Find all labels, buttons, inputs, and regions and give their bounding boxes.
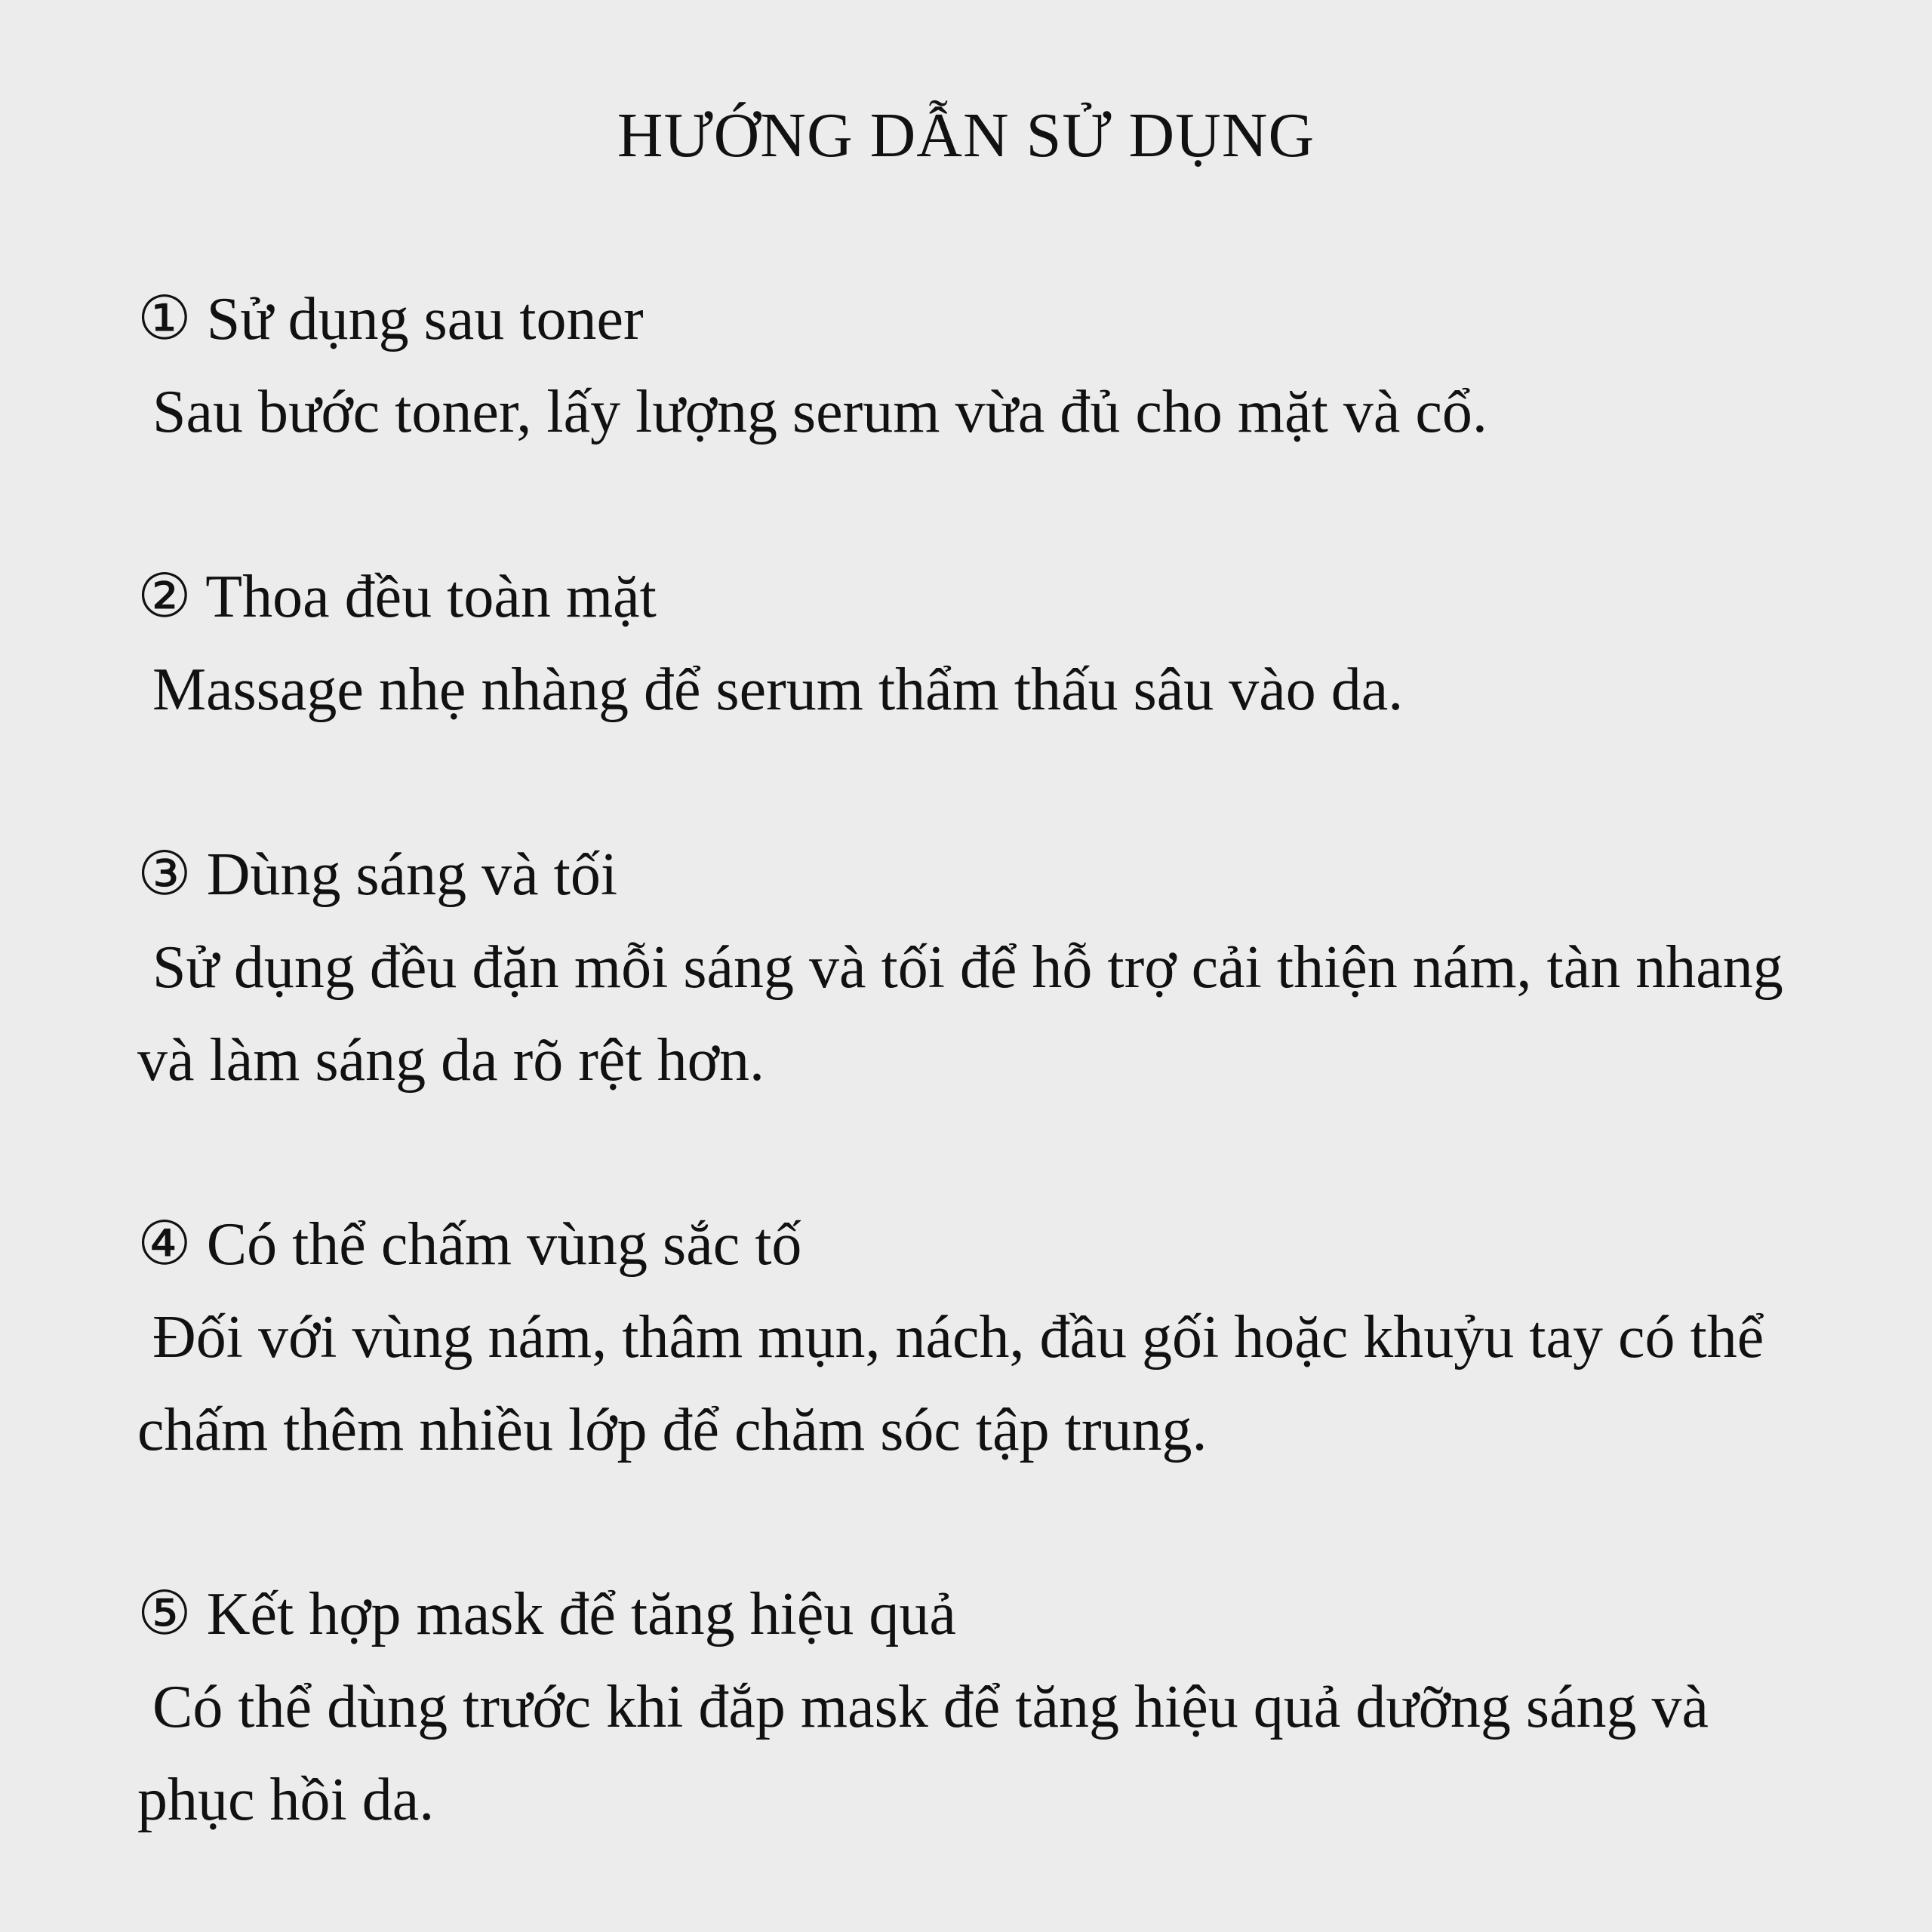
step-1-heading: ① Sử dụng sau toner	[137, 286, 644, 352]
step-3-heading: ③ Dùng sáng và tối	[137, 841, 618, 908]
instruction-step-1	[137, 273, 1828, 459]
instruction-step-4	[137, 1198, 1828, 1477]
step-1-description: Sau bước toner, lấy lượng serum vừa đủ cho mặt và cổ.	[137, 379, 1487, 445]
step-2-heading: ② Thoa đều toàn mặt	[137, 564, 657, 630]
step-5-description: Có thể dùng trước khi đắp mask để tăng hiệu quả dưỡng sáng và phục hồi da.	[137, 1674, 1724, 1833]
step-3-description: Sử dụng đều đặn mỗi sáng và tối để hỗ trợ cải thiện nám, tàn nhang và làm sáng da rõ rệt hơn.	[137, 934, 1798, 1094]
step-5-heading: ⑤ Kết hợp mask để tăng hiệu quả	[137, 1581, 956, 1647]
instruction-step-2	[137, 551, 1828, 737]
instruction-step-3	[137, 829, 1828, 1107]
instruction-step-5	[137, 1568, 1828, 1847]
step-4-heading: ④ Có thể chấm vùng sắc tố	[137, 1211, 802, 1278]
page-title: HƯỚNG DẪN SỬ DỤNG	[617, 100, 1315, 171]
step-2-description: Massage nhẹ nhàng để serum thẩm thấu sâu vào da.	[137, 657, 1404, 723]
step-4-description: Đối với vùng nám, thâm mụn, nách, đầu gối hoặc khuỷu tay có thể chấm thêm nhiều lớp để chăm sóc tập trung.	[137, 1304, 1780, 1463]
